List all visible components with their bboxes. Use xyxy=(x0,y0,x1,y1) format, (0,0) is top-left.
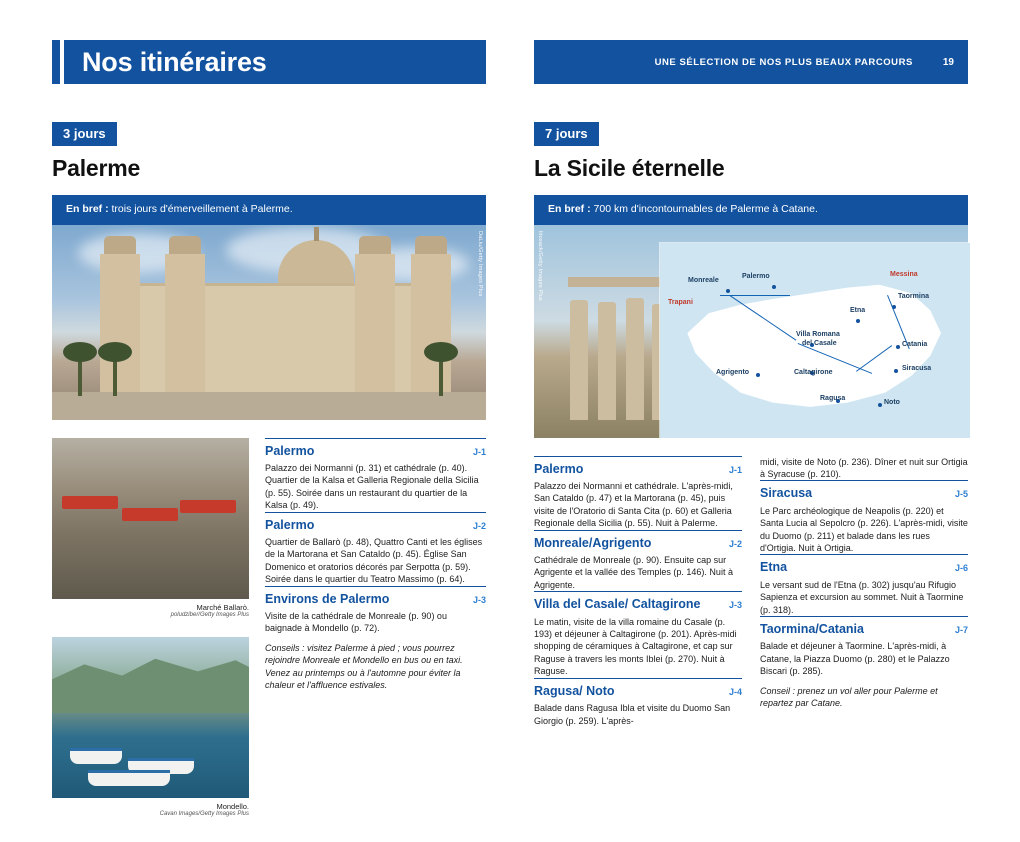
day-name: Ragusa/ Noto xyxy=(534,683,615,698)
right-itinerary-block xyxy=(534,122,968,225)
map-label: Catania xyxy=(902,340,928,348)
day-entry xyxy=(534,530,742,592)
running-head: UNE SÉLECTION DE NOS PLUS BEAUX PARCOURS xyxy=(654,56,913,68)
day-entry xyxy=(265,438,486,512)
day-number: J-3 xyxy=(728,600,742,611)
page-title-box xyxy=(64,40,486,84)
day-body: Palazzo dei Normanni et cathédrale. L'après-midi, San Cataldo (p. 47) et la Martorana (p. 45), puis visite de l'Oratorio di Santa Cita (p. 60) et Galleria Regionale della Sicilia (p. 55). Nuit à Palerme. xyxy=(534,481,733,529)
right-page xyxy=(510,0,1020,842)
map-label: Siracusa xyxy=(902,364,932,372)
market-awning xyxy=(180,500,236,513)
duration-badge: 3 jours xyxy=(52,122,117,146)
hero-image-palermo-cathedral xyxy=(52,225,486,420)
day-tip: Conseils : visitez Palerme à pied ; vous pourrez rejoindre Monreale et Mondello en bus ou en taxi. Venez au printemps ou à l'automne pour éviter la chaleur et l'affluence estivales. xyxy=(265,642,463,691)
cathedral-tower xyxy=(100,254,140,394)
photo-mondello xyxy=(52,637,249,798)
map-city-dot xyxy=(896,345,900,349)
day-name: Taormina/Catania xyxy=(760,622,864,637)
market-awning xyxy=(62,496,118,509)
boat-shape xyxy=(70,748,122,764)
en-bref-text: trois jours d'émerveillement à Palerme. xyxy=(108,203,293,215)
day-name: Siracusa xyxy=(760,486,813,501)
photo-caption: Marché Ballarò. xyxy=(196,602,249,612)
temple-column xyxy=(598,302,616,420)
duration-badge: 7 jours xyxy=(534,122,599,146)
day-number: J-1 xyxy=(728,464,742,475)
day-entry xyxy=(265,512,486,586)
map-city-dot xyxy=(726,289,730,293)
cathedral-tower xyxy=(411,254,451,394)
day-body: Palazzo dei Normanni (p. 31) et cathédrale (p. 40). Quartier de la Kalsa et Galleria Regionale della Sicilia (p. 55). Soirée dans un restaurant du quartier de la Kalsa (p. 49). xyxy=(265,463,479,511)
day-body: Le matin, visite de la villa romaine du Casale (p. 193) et déjeuner à Caltagirone (p. 201). Après-midi shopping de céramiques à Caltagirone, et cap sur Raguse à travers les monts Iblei (p. 270). Nuit à Raguse. xyxy=(534,616,737,677)
day-body: Cathédrale de Monreale (p. 90). Ensuite cap sur Agrigente et la vallée des Temples (p. 146). Nuit à Agrigente. xyxy=(534,555,733,590)
cathedral-plaza xyxy=(52,392,486,420)
day-header xyxy=(534,591,742,611)
temple-column xyxy=(626,298,644,420)
day-header xyxy=(265,438,486,458)
itinerary-title: Palerme xyxy=(52,155,141,181)
temple-architrave xyxy=(568,277,664,287)
day-name: Etna xyxy=(760,560,788,575)
map-label: Agrigento xyxy=(716,368,750,376)
day-name: Environs de Palermo xyxy=(265,591,390,606)
photo-caption: Mondello. xyxy=(216,802,249,812)
day-header xyxy=(265,512,486,532)
palm-tree xyxy=(439,356,443,396)
day-number: J-2 xyxy=(472,520,486,531)
day-header xyxy=(534,456,742,476)
day-number: J-3 xyxy=(472,594,486,605)
hero-image-credit: DaLiu/Getty Images Plus xyxy=(477,230,483,297)
day-name: Palermo xyxy=(534,461,584,476)
map-label: Caltagirone xyxy=(794,368,833,376)
photo-credit: poludziber/Getty Images Plus xyxy=(170,611,249,618)
day-body: Le Parc archéologique de Neapolis (p. 220) et Santa Lucia al Sepolcro (p. 226). L'après-midi, visite du Duomo (p. 211) et balade dans les rues d'Ortigia. Nuit à Ortigia. xyxy=(760,505,968,554)
right-content-area xyxy=(534,456,968,727)
day-name: Palermo xyxy=(265,443,315,458)
cathedral-tower xyxy=(355,254,395,394)
cathedral-tower xyxy=(165,254,205,394)
map-label: Taormina xyxy=(898,292,929,300)
photo-marche-ballaro xyxy=(52,438,249,599)
map-city-dot xyxy=(892,305,896,309)
map-label: Etna xyxy=(850,306,866,314)
map-label: Noto xyxy=(884,398,900,406)
day-name: Monreale/Agrigento xyxy=(534,535,652,550)
day-number: J-5 xyxy=(954,489,968,500)
map-city-dot xyxy=(756,373,760,377)
day-header xyxy=(760,554,968,574)
day-entry xyxy=(534,678,742,727)
en-bref-text: 700 km d'incontournables de Palerme à Catane. xyxy=(590,203,818,215)
day-number: J-7 xyxy=(954,625,968,636)
itinerary-title: La Sicile éternelle xyxy=(534,155,725,181)
map-sicily xyxy=(660,243,970,438)
day-body: Le versant sud de l'Etna (p. 302) jusqu'au Rifugio Sapienza et excursion au sommet. Nuit à Taormine (p. 318). xyxy=(760,579,964,615)
map-label: Villa Romana xyxy=(796,330,840,338)
hero-image-credit: litosack/Getty Images Plus xyxy=(537,230,543,301)
map-label: Palermo xyxy=(742,272,770,280)
day-entry xyxy=(265,586,486,692)
day-tip: Conseil : prenez un vol aller pour Palerme et repartez par Catane. xyxy=(760,685,938,709)
left-day-list xyxy=(265,438,486,820)
day-header xyxy=(534,678,742,698)
hillside-shape xyxy=(52,643,249,713)
page-number: 19 xyxy=(942,56,954,68)
right-page-header xyxy=(534,40,968,84)
map-city-dot xyxy=(878,403,882,407)
left-photo-column xyxy=(52,438,249,820)
map-city-dot xyxy=(772,285,776,289)
day-entry xyxy=(534,456,742,530)
market-awning xyxy=(122,508,178,521)
photo-credit: Cavan Images/Getty Images Plus xyxy=(159,811,249,818)
map-label: Trapani xyxy=(668,298,693,306)
day-name: Palermo xyxy=(265,517,315,532)
palm-tree xyxy=(113,356,117,396)
day-header xyxy=(760,480,968,500)
map-label: Messina xyxy=(890,270,918,278)
day-body: Balade et déjeuner à Taormine. L'après-midi, à Catane, la Piazza Duomo (p. 280) et le Palazzo Biscari (p. 285). xyxy=(760,641,950,677)
map-label: del Casale xyxy=(802,339,837,347)
header-accent-bar xyxy=(52,40,60,84)
en-bref-label: En bref : xyxy=(66,203,109,215)
en-bref-label: En bref : xyxy=(548,203,591,215)
map-label: Ragusa xyxy=(820,394,846,402)
day-entry xyxy=(760,616,968,709)
hero-image-agrigento-temple xyxy=(534,225,968,438)
left-content-area xyxy=(52,438,486,820)
page-title: Nos itinéraires xyxy=(82,46,267,77)
day-body: Visite de la cathédrale de Monreale (p. 90) ou baignade à Mondello (p. 72). xyxy=(265,611,447,634)
day-number: J-4 xyxy=(728,686,742,697)
day-number: J-1 xyxy=(472,446,486,457)
day-entry xyxy=(760,480,968,554)
right-day-list-column-2 xyxy=(760,456,968,727)
map-city-dot xyxy=(856,319,860,323)
palm-tree xyxy=(78,356,82,396)
left-page-header xyxy=(52,40,486,84)
en-bref-banner xyxy=(534,195,968,225)
day-header xyxy=(265,586,486,606)
day-header xyxy=(760,616,968,636)
temple-column xyxy=(570,300,588,420)
en-bref-banner xyxy=(52,195,486,225)
left-itinerary-block xyxy=(52,122,486,225)
day-body: Balade dans Ragusa Ibla et visite du Duomo San Giorgio (p. 259). L'après- xyxy=(534,703,731,726)
day-entry xyxy=(534,591,742,677)
boat-shape xyxy=(88,770,170,786)
day-header xyxy=(534,530,742,550)
right-day-list-column-1 xyxy=(534,456,742,727)
day-body-continuation: midi, visite de Noto (p. 236). Dîner et nuit sur Ortigia à Syracuse (p. 210). xyxy=(760,456,968,479)
day-body: Quartier de Ballarò (p. 48), Quattro Canti et les églises de la Martorana et San Cataldo (p. 45). Église San Domenico et oratorios décorés par Serpotta (p. 59). Soirée dans le quartier du Teatro Massimo (p. 64). xyxy=(265,537,483,585)
day-name: Villa del Casale/ Caltagirone xyxy=(534,597,701,612)
map-city-dot xyxy=(894,369,898,373)
map-label: Monreale xyxy=(688,276,719,284)
day-number: J-2 xyxy=(728,538,742,549)
day-number: J-6 xyxy=(954,563,968,574)
day-entry xyxy=(760,554,968,616)
